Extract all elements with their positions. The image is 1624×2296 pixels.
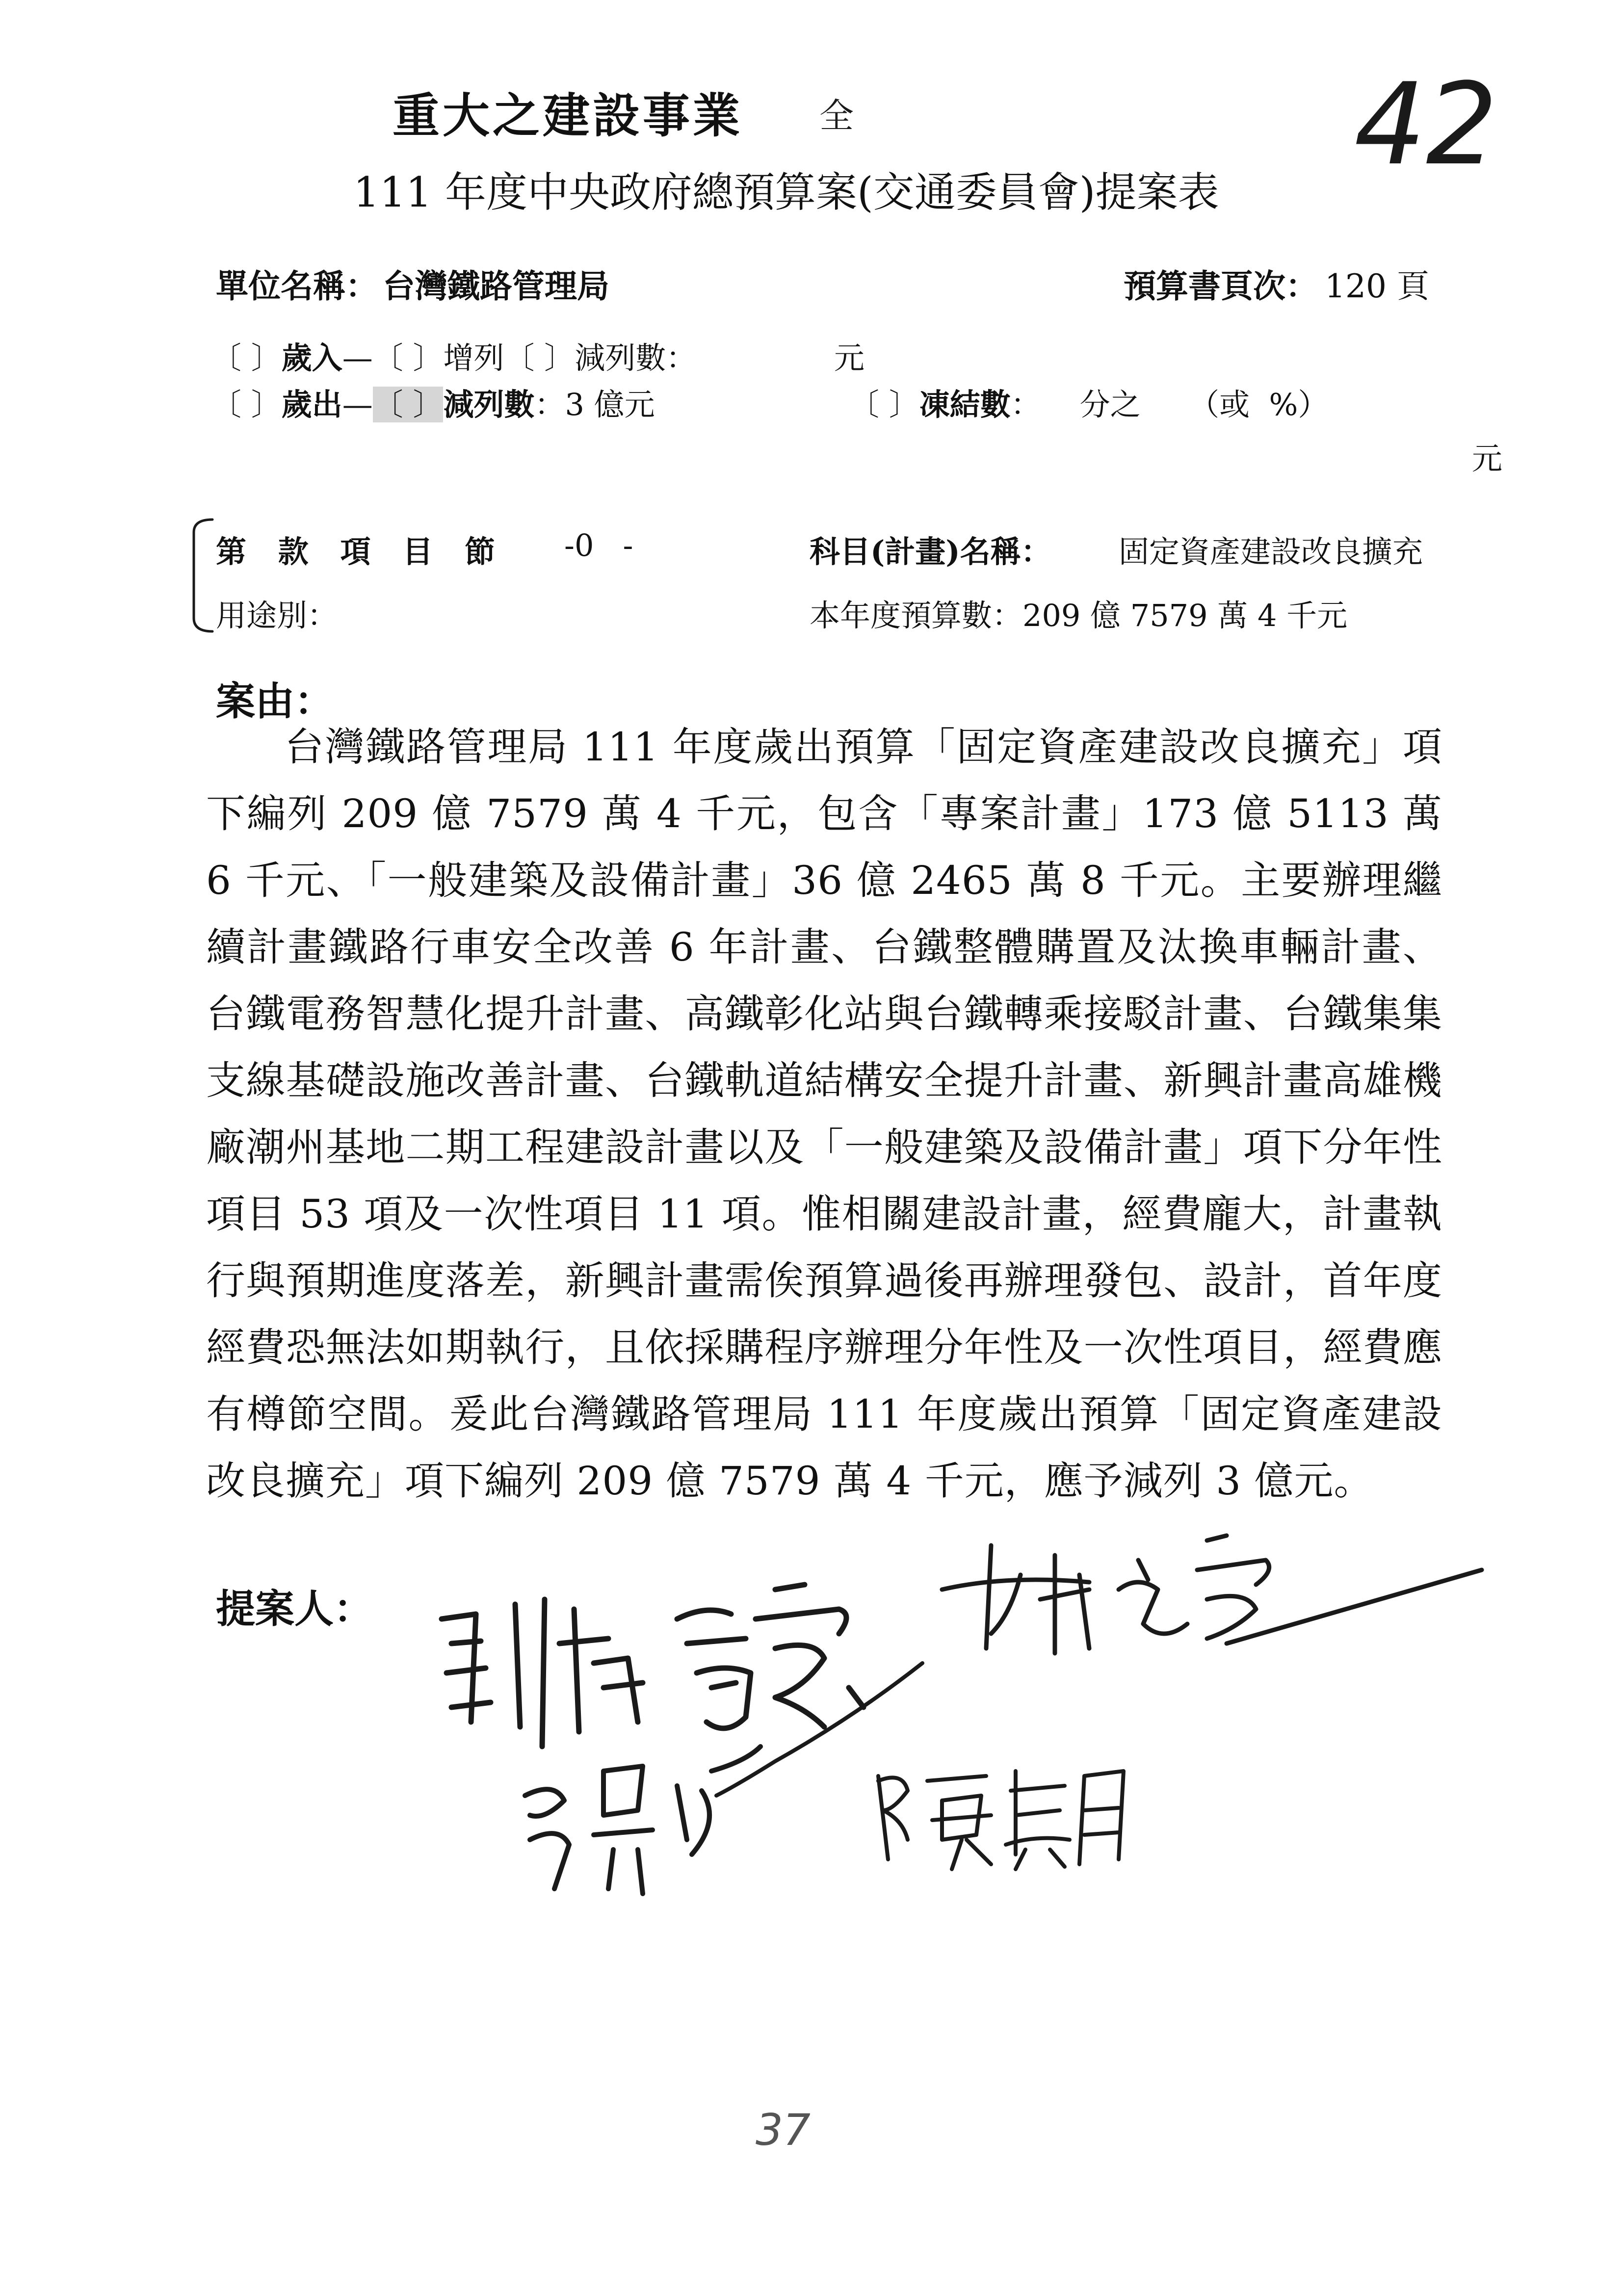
reason-body	[206, 714, 1442, 1514]
section-bracket	[189, 518, 218, 635]
revenue-dash: —	[342, 340, 373, 376]
page-mark: 42	[1354, 59, 1498, 190]
usage-label: 用途別：	[216, 598, 338, 633]
revenue-increase-label: 增列	[443, 340, 504, 376]
expense-decrease-box: 〔 〕	[372, 387, 444, 422]
signature-stroke	[707, 1658, 932, 1805]
revenue-unit: 元	[834, 340, 865, 376]
signature-2	[932, 1501, 1496, 1663]
stamp: 重大之建設事業	[393, 88, 743, 143]
stamp-mark: 全	[819, 96, 854, 136]
page-title: 111 年度中央政府總預算案(交通委員會)提案表	[353, 168, 1219, 216]
revenue-decrease-label: 減列數：	[575, 340, 697, 376]
budget-page-label: 預算書頁次：	[1124, 267, 1318, 305]
reason-text: 台灣鐵路管理局 111 年度歲出預算「固定資產建設改良擴充」項下編列 209 億 7579 萬 4 千元，包含「專案計畫」173 億 5113 萬 6 千元、「一般建築及設備計畫」36 億 2465 萬 8 千元。主要辦理繼續計畫鐵路行車安全改善 6 年計畫、台鐵整體購置及汰換車輛計畫、台鐵電務智慧化提升計畫、高鐵彰化站與台鐵轉乘接駁計畫、台鐵集集支線基礎設施改善計畫、台鐵軌道結構安全提升計畫、新興計畫高雄機廠潮州基地二期工程建設計畫以及「一般建築及設備計畫」項下分年性項目 53 項及一次性項目 11 項。惟相關建設計畫，經費龐大，計畫執行與預期進度落差，新興計畫需俟預算過後再辦理發包、設計，首年度經費恐無法如期執行，且依採購程序辦理分年性及一次性項目，經費應有樽節空間。爰此台灣鐵路管理局 111 年度歲出預算「固定資產建設改良擴充」項下編列 209 億 7579 萬 4 千元，應予減列 3 億元。	[206, 724, 1442, 1504]
revenue-line	[211, 334, 696, 377]
revenue-label: 歲入	[281, 340, 342, 376]
budget-amount: 本年度預算數：209 億 7579 萬 4 千元	[810, 598, 1348, 633]
freeze-box: 〔 〕	[849, 387, 919, 422]
freeze-value: ： 分之 （或 %）	[1010, 387, 1329, 422]
revenue-box: 〔 〕	[211, 340, 282, 376]
expense-decrease-value: ：3 億元	[534, 387, 655, 422]
expense-line	[211, 380, 655, 424]
subject-label: 科目(計畫)名稱：	[810, 534, 1051, 570]
revenue-increase-box: 〔 〕	[372, 340, 444, 376]
budget-page-value: 120 頁	[1325, 267, 1429, 305]
expense-box: 〔 〕	[211, 387, 282, 422]
freeze-line	[849, 380, 1328, 424]
proposer-label: 提案人：	[216, 1586, 373, 1632]
expense-label: 歲出	[281, 387, 342, 422]
unit-value: 台灣鐵路管理局	[383, 267, 609, 305]
revenue-decrease-box: 〔 〕	[504, 340, 575, 376]
expense-unit: 元	[1472, 441, 1503, 476]
reason-label: 案由：	[216, 678, 334, 724]
footer-page-number: 37	[756, 2105, 811, 2155]
section-items-value: -0 -	[564, 527, 633, 563]
freeze-label: 凍結數	[919, 387, 1011, 422]
unit-label: 單位名稱：	[216, 267, 378, 305]
subject-value: 固定資產建設改良擴充	[1119, 534, 1423, 570]
expense-dash: —	[342, 387, 373, 422]
expense-decrease-label: 減列數	[443, 387, 535, 422]
section-items: 第 款 項 目 節	[216, 534, 496, 570]
